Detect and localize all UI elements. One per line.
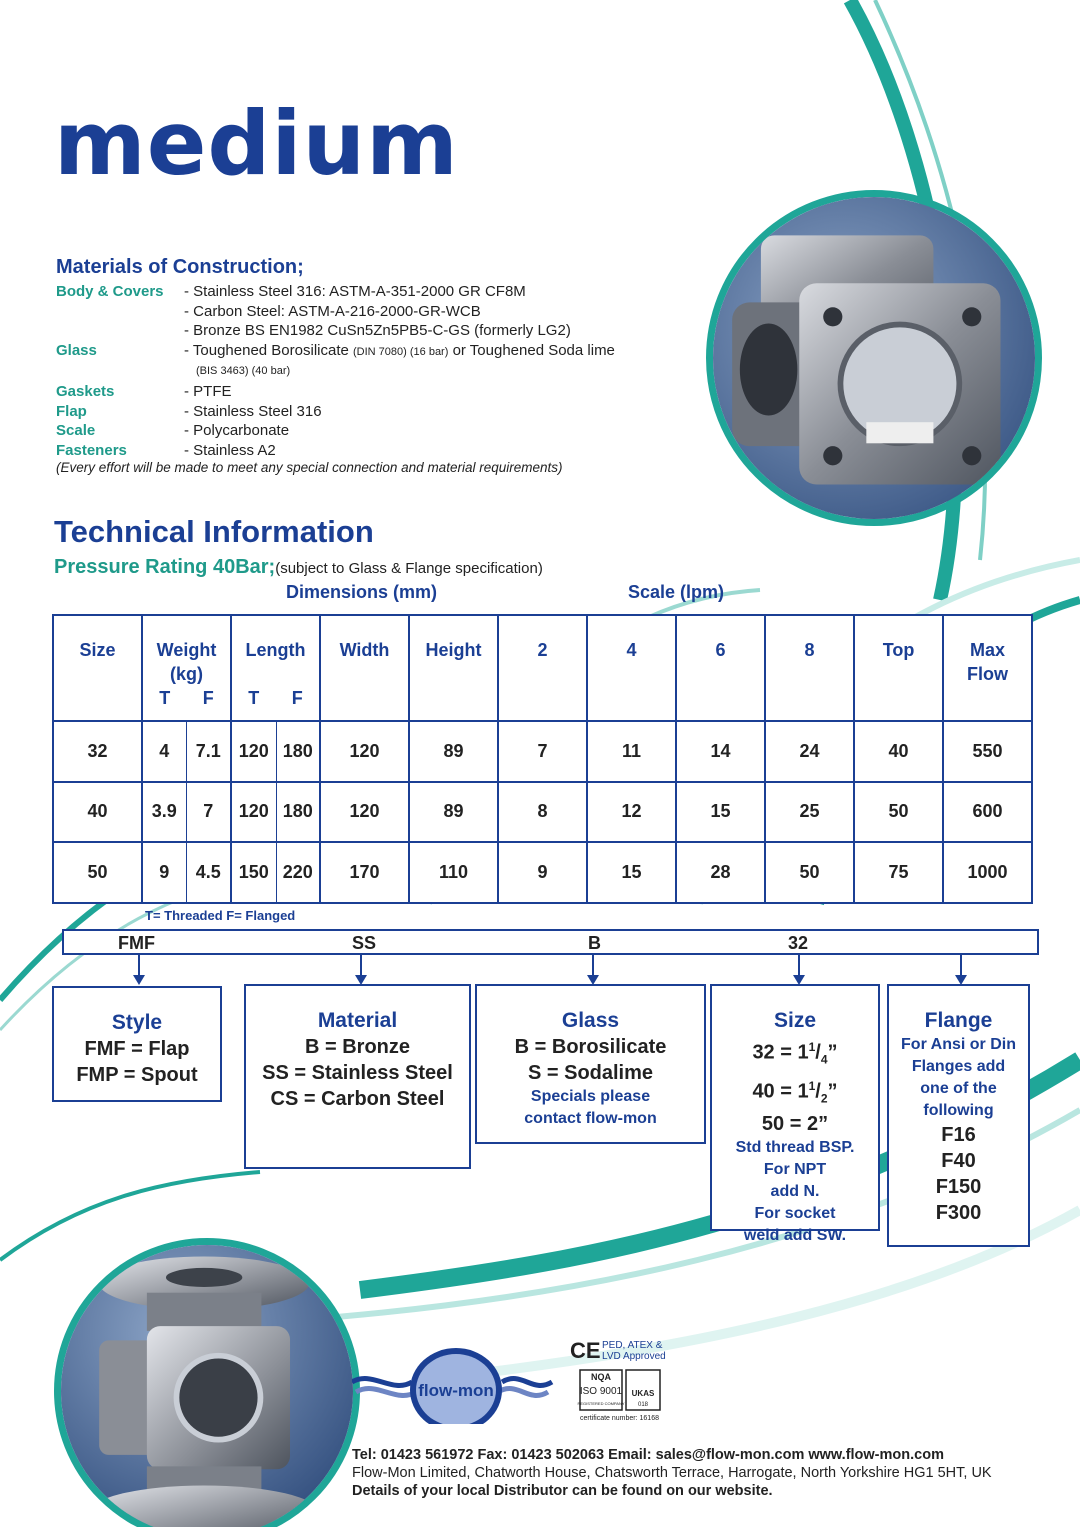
order-code-bar bbox=[62, 929, 1039, 955]
header-max-flow bbox=[943, 615, 1032, 721]
arrow-down-icon bbox=[592, 955, 594, 977]
cell-scale-6: 14 bbox=[676, 721, 765, 782]
materials-label bbox=[56, 321, 184, 341]
materials-label bbox=[56, 362, 184, 382]
materials-row bbox=[56, 402, 696, 422]
cell-length-t: 150 bbox=[231, 842, 276, 903]
pressure-rating-main: Pressure Rating 40Bar; bbox=[54, 556, 276, 578]
cell-length-f: 220 bbox=[276, 842, 320, 903]
materials-value: (BIS 3463) (40 bar) bbox=[196, 365, 291, 378]
arrow-down-icon bbox=[960, 955, 962, 977]
code-material: SS bbox=[352, 933, 377, 953]
flow-mon-logo-block bbox=[352, 1334, 674, 1424]
glass-value-din: (DIN 7080) (16 bar) bbox=[353, 345, 449, 358]
materials-heading: Materials of Construction; bbox=[56, 256, 304, 278]
cell-size: 40 bbox=[53, 782, 142, 843]
glass-line: S = Sodalime bbox=[527, 1062, 654, 1084]
header-weight-label: Weight bbox=[156, 640, 217, 660]
glass-note: Specials please bbox=[530, 1088, 651, 1105]
flange-note: For Ansi or Din bbox=[901, 1036, 1016, 1053]
arrow-down-icon bbox=[798, 955, 800, 977]
header-top: Top bbox=[854, 615, 943, 721]
iso-text: ISO 9001 bbox=[579, 1386, 623, 1397]
header-weight bbox=[142, 615, 231, 721]
table-row bbox=[53, 782, 1032, 843]
materials-label bbox=[56, 302, 184, 322]
materials-row bbox=[56, 362, 696, 382]
header-flow-label: Flow bbox=[967, 664, 1009, 684]
header-size: Size bbox=[53, 615, 142, 721]
material-line: CS = Carbon Steel bbox=[270, 1088, 445, 1110]
size-line-50: 50 = 2” bbox=[761, 1113, 829, 1136]
cell-max-flow: 1000 bbox=[943, 842, 1032, 903]
header-length-tf bbox=[232, 686, 319, 710]
flange-line: F40 bbox=[941, 1150, 976, 1172]
cell-height: 89 bbox=[409, 782, 498, 843]
contact-line-3: Details of your local Distributor can be found on our website. bbox=[352, 1483, 773, 1499]
header-width: Width bbox=[320, 615, 409, 721]
cell-scale-8: 50 bbox=[765, 842, 854, 903]
product-photo-flanged bbox=[54, 1238, 360, 1527]
header-weight-t: T bbox=[159, 688, 171, 708]
cell-weight-f: 7 bbox=[186, 782, 231, 843]
cell-scale-4: 11 bbox=[587, 721, 676, 782]
cell-weight-f: 7.1 bbox=[186, 721, 231, 782]
materials-value: - PTFE bbox=[184, 382, 232, 400]
cell-weight-t: 4 bbox=[142, 721, 186, 782]
materials-row bbox=[56, 421, 696, 441]
size-note: add N. bbox=[770, 1183, 820, 1201]
header-weight-tf bbox=[143, 686, 230, 710]
page-title: medium bbox=[54, 92, 459, 195]
pressure-rating-sub: (subject to Glass & Flange specification) bbox=[275, 560, 543, 577]
size-note: Std thread BSP. bbox=[735, 1139, 855, 1157]
cell-max-flow: 600 bbox=[943, 782, 1032, 843]
glass-note: contact flow-mon bbox=[524, 1110, 657, 1127]
sight-glass-illustration bbox=[713, 197, 1035, 519]
size-line-40: $40 = 1^1/_2$” bbox=[752, 1078, 838, 1106]
product-photo-sight-glass bbox=[706, 190, 1042, 526]
materials-label: Glass bbox=[56, 341, 97, 359]
header-max-label: Max bbox=[970, 640, 1006, 660]
materials-value: - Polycarbonate bbox=[184, 422, 290, 440]
arrow-down-icon bbox=[138, 955, 140, 977]
flange-title: Flange bbox=[924, 1009, 993, 1032]
cell-scale-2: 9 bbox=[498, 842, 587, 903]
materials-label: Flap bbox=[56, 402, 87, 420]
cell-width: 120 bbox=[320, 721, 409, 782]
materials-row bbox=[56, 321, 696, 341]
glass-value-main: - Toughened Borosilicate bbox=[184, 341, 349, 359]
materials-value: - Stainless Steel 316: ASTM-A-351-2000 GR CF8M bbox=[184, 283, 526, 300]
materials-value: - Stainless Steel 316 bbox=[184, 402, 322, 420]
cell-scale-6: 15 bbox=[676, 782, 765, 843]
cell-top: 50 bbox=[854, 782, 943, 843]
table-row bbox=[53, 721, 1032, 782]
approved-line-1: PED, ATEX & bbox=[602, 1340, 663, 1351]
header-scale-6: 6 bbox=[676, 615, 765, 721]
glass-line: B = Borosilicate bbox=[514, 1036, 667, 1058]
header-length-t: T bbox=[248, 688, 260, 708]
style-line: FMP = Spout bbox=[76, 1064, 198, 1086]
flange-box bbox=[887, 984, 1030, 1247]
cell-max-flow: 550 bbox=[943, 721, 1032, 782]
table-note: T= Threaded F= Flanged bbox=[145, 908, 296, 923]
material-line: B = Bronze bbox=[304, 1036, 411, 1058]
header-length bbox=[231, 615, 320, 721]
materials-label: Body & Covers bbox=[56, 283, 164, 300]
size-note: weld add SW. bbox=[743, 1227, 847, 1245]
flange-line: F16 bbox=[941, 1124, 976, 1146]
pressure-rating bbox=[54, 556, 543, 579]
approved-line-2: LVD Approved bbox=[602, 1351, 666, 1362]
material-box bbox=[244, 984, 471, 1169]
cell-height: 110 bbox=[409, 842, 498, 903]
size-note: For socket bbox=[754, 1205, 836, 1223]
cell-scale-2: 7 bbox=[498, 721, 587, 782]
size-title: Size bbox=[773, 1009, 817, 1032]
contact-line-1: Tel: 01423 561972 Fax: 01423 502063 Email: sales@flow-mon.com www.flow-mon.com bbox=[352, 1447, 944, 1463]
header-length-f: F bbox=[291, 688, 303, 708]
certificate-number: certificate number: 16168 bbox=[580, 1415, 659, 1422]
arrow-down-icon bbox=[360, 955, 362, 977]
cell-scale-6: 28 bbox=[676, 842, 765, 903]
ukas-text: UKAS bbox=[631, 1389, 655, 1398]
cell-length-t: 120 bbox=[231, 782, 276, 843]
materials-note: (Every effort will be made to meet any special connection and material requirements) bbox=[56, 460, 563, 475]
technical-heading: Technical Information bbox=[54, 514, 374, 549]
cell-top: 75 bbox=[854, 842, 943, 903]
header-scale-2: 2 bbox=[498, 615, 587, 721]
glass-box bbox=[475, 984, 706, 1144]
header-weight-f: F bbox=[202, 688, 214, 708]
cell-top: 40 bbox=[854, 721, 943, 782]
cell-weight-t: 3.9 bbox=[142, 782, 186, 843]
ukas-number: 018 bbox=[637, 1402, 649, 1408]
contact-line-2: Flow-Mon Limited, Chatworth House, Chatsworth Terrace, Harrogate, North Yorkshire HG1 5HT, UK bbox=[352, 1465, 992, 1481]
cell-scale-4: 15 bbox=[587, 842, 676, 903]
header-height: Height bbox=[409, 615, 498, 721]
nqa-text: NQA bbox=[591, 1372, 611, 1382]
flange-note: following bbox=[923, 1102, 994, 1119]
cell-scale-4: 12 bbox=[587, 782, 676, 843]
material-line: SS = Stainless Steel bbox=[262, 1062, 453, 1084]
cell-length-f: 180 bbox=[276, 782, 320, 843]
cell-weight-f: 4.5 bbox=[186, 842, 231, 903]
table-row bbox=[53, 842, 1032, 903]
ce-mark: CE bbox=[570, 1338, 601, 1363]
contact-block bbox=[352, 1446, 1052, 1500]
code-glass: B bbox=[588, 933, 601, 953]
spec-table bbox=[52, 614, 1033, 904]
cell-scale-2: 8 bbox=[498, 782, 587, 843]
cell-height: 89 bbox=[409, 721, 498, 782]
materials-list bbox=[56, 282, 696, 460]
registered-text: REGISTERED COMPANY bbox=[577, 1401, 625, 1406]
materials-value bbox=[184, 341, 696, 363]
flange-line: F300 bbox=[935, 1202, 982, 1224]
logo-brand-text: flow-mon bbox=[418, 1381, 494, 1400]
header-weight-unit: (kg) bbox=[170, 664, 203, 684]
header-length-label: Length bbox=[245, 640, 306, 660]
materials-row bbox=[56, 382, 696, 402]
size-note: For NPT bbox=[763, 1161, 827, 1179]
header-scale-4: 4 bbox=[587, 615, 676, 721]
style-box bbox=[52, 986, 222, 1102]
style-title: Style bbox=[111, 1011, 163, 1034]
materials-label: Gaskets bbox=[56, 382, 115, 400]
cell-length-f: 180 bbox=[276, 721, 320, 782]
cell-size: 50 bbox=[53, 842, 142, 903]
materials-row bbox=[56, 282, 696, 302]
cell-length-t: 120 bbox=[231, 721, 276, 782]
cell-size: 32 bbox=[53, 721, 142, 782]
cell-width: 120 bbox=[320, 782, 409, 843]
table-header-row bbox=[53, 615, 1032, 721]
flow-mon-logo bbox=[352, 1334, 674, 1424]
flange-note: one of the bbox=[920, 1080, 997, 1097]
scale-label: Scale (lpm) bbox=[628, 582, 725, 602]
cell-weight-t: 9 bbox=[142, 842, 186, 903]
materials-value: - Bronze BS EN1982 CuSn5Zn5PB5-C-GS (formerly LG2) bbox=[184, 322, 571, 340]
materials-row bbox=[56, 302, 696, 322]
flange-note: Flanges add bbox=[911, 1058, 1006, 1075]
code-style: FMF bbox=[118, 933, 155, 953]
code-size: 32 bbox=[788, 933, 809, 953]
size-box bbox=[710, 984, 880, 1245]
materials-value: - Stainless A2 bbox=[184, 441, 276, 459]
materials-label: Fasteners bbox=[56, 441, 127, 459]
size-line-32: $32 = 1^1/_4$” bbox=[752, 1040, 838, 1067]
material-title: Material bbox=[317, 1009, 398, 1032]
materials-label: Scale bbox=[56, 422, 96, 440]
dimensions-label: Dimensions (mm) bbox=[286, 582, 438, 602]
cell-scale-8: 24 bbox=[765, 721, 854, 782]
materials-row bbox=[56, 441, 696, 461]
flange-line: F150 bbox=[935, 1176, 982, 1198]
materials-row bbox=[56, 341, 696, 363]
glass-value-soda: or Toughened Soda lime bbox=[452, 341, 615, 359]
flanged-sight-glass-illustration bbox=[61, 1245, 353, 1527]
materials-value: - Carbon Steel: ASTM-A-216-2000-GR-WCB bbox=[184, 302, 481, 320]
cell-width: 170 bbox=[320, 842, 409, 903]
cell-scale-8: 25 bbox=[765, 782, 854, 843]
glass-title: Glass bbox=[561, 1009, 620, 1032]
header-scale-8: 8 bbox=[765, 615, 854, 721]
style-line: FMF = Flap bbox=[84, 1038, 190, 1060]
